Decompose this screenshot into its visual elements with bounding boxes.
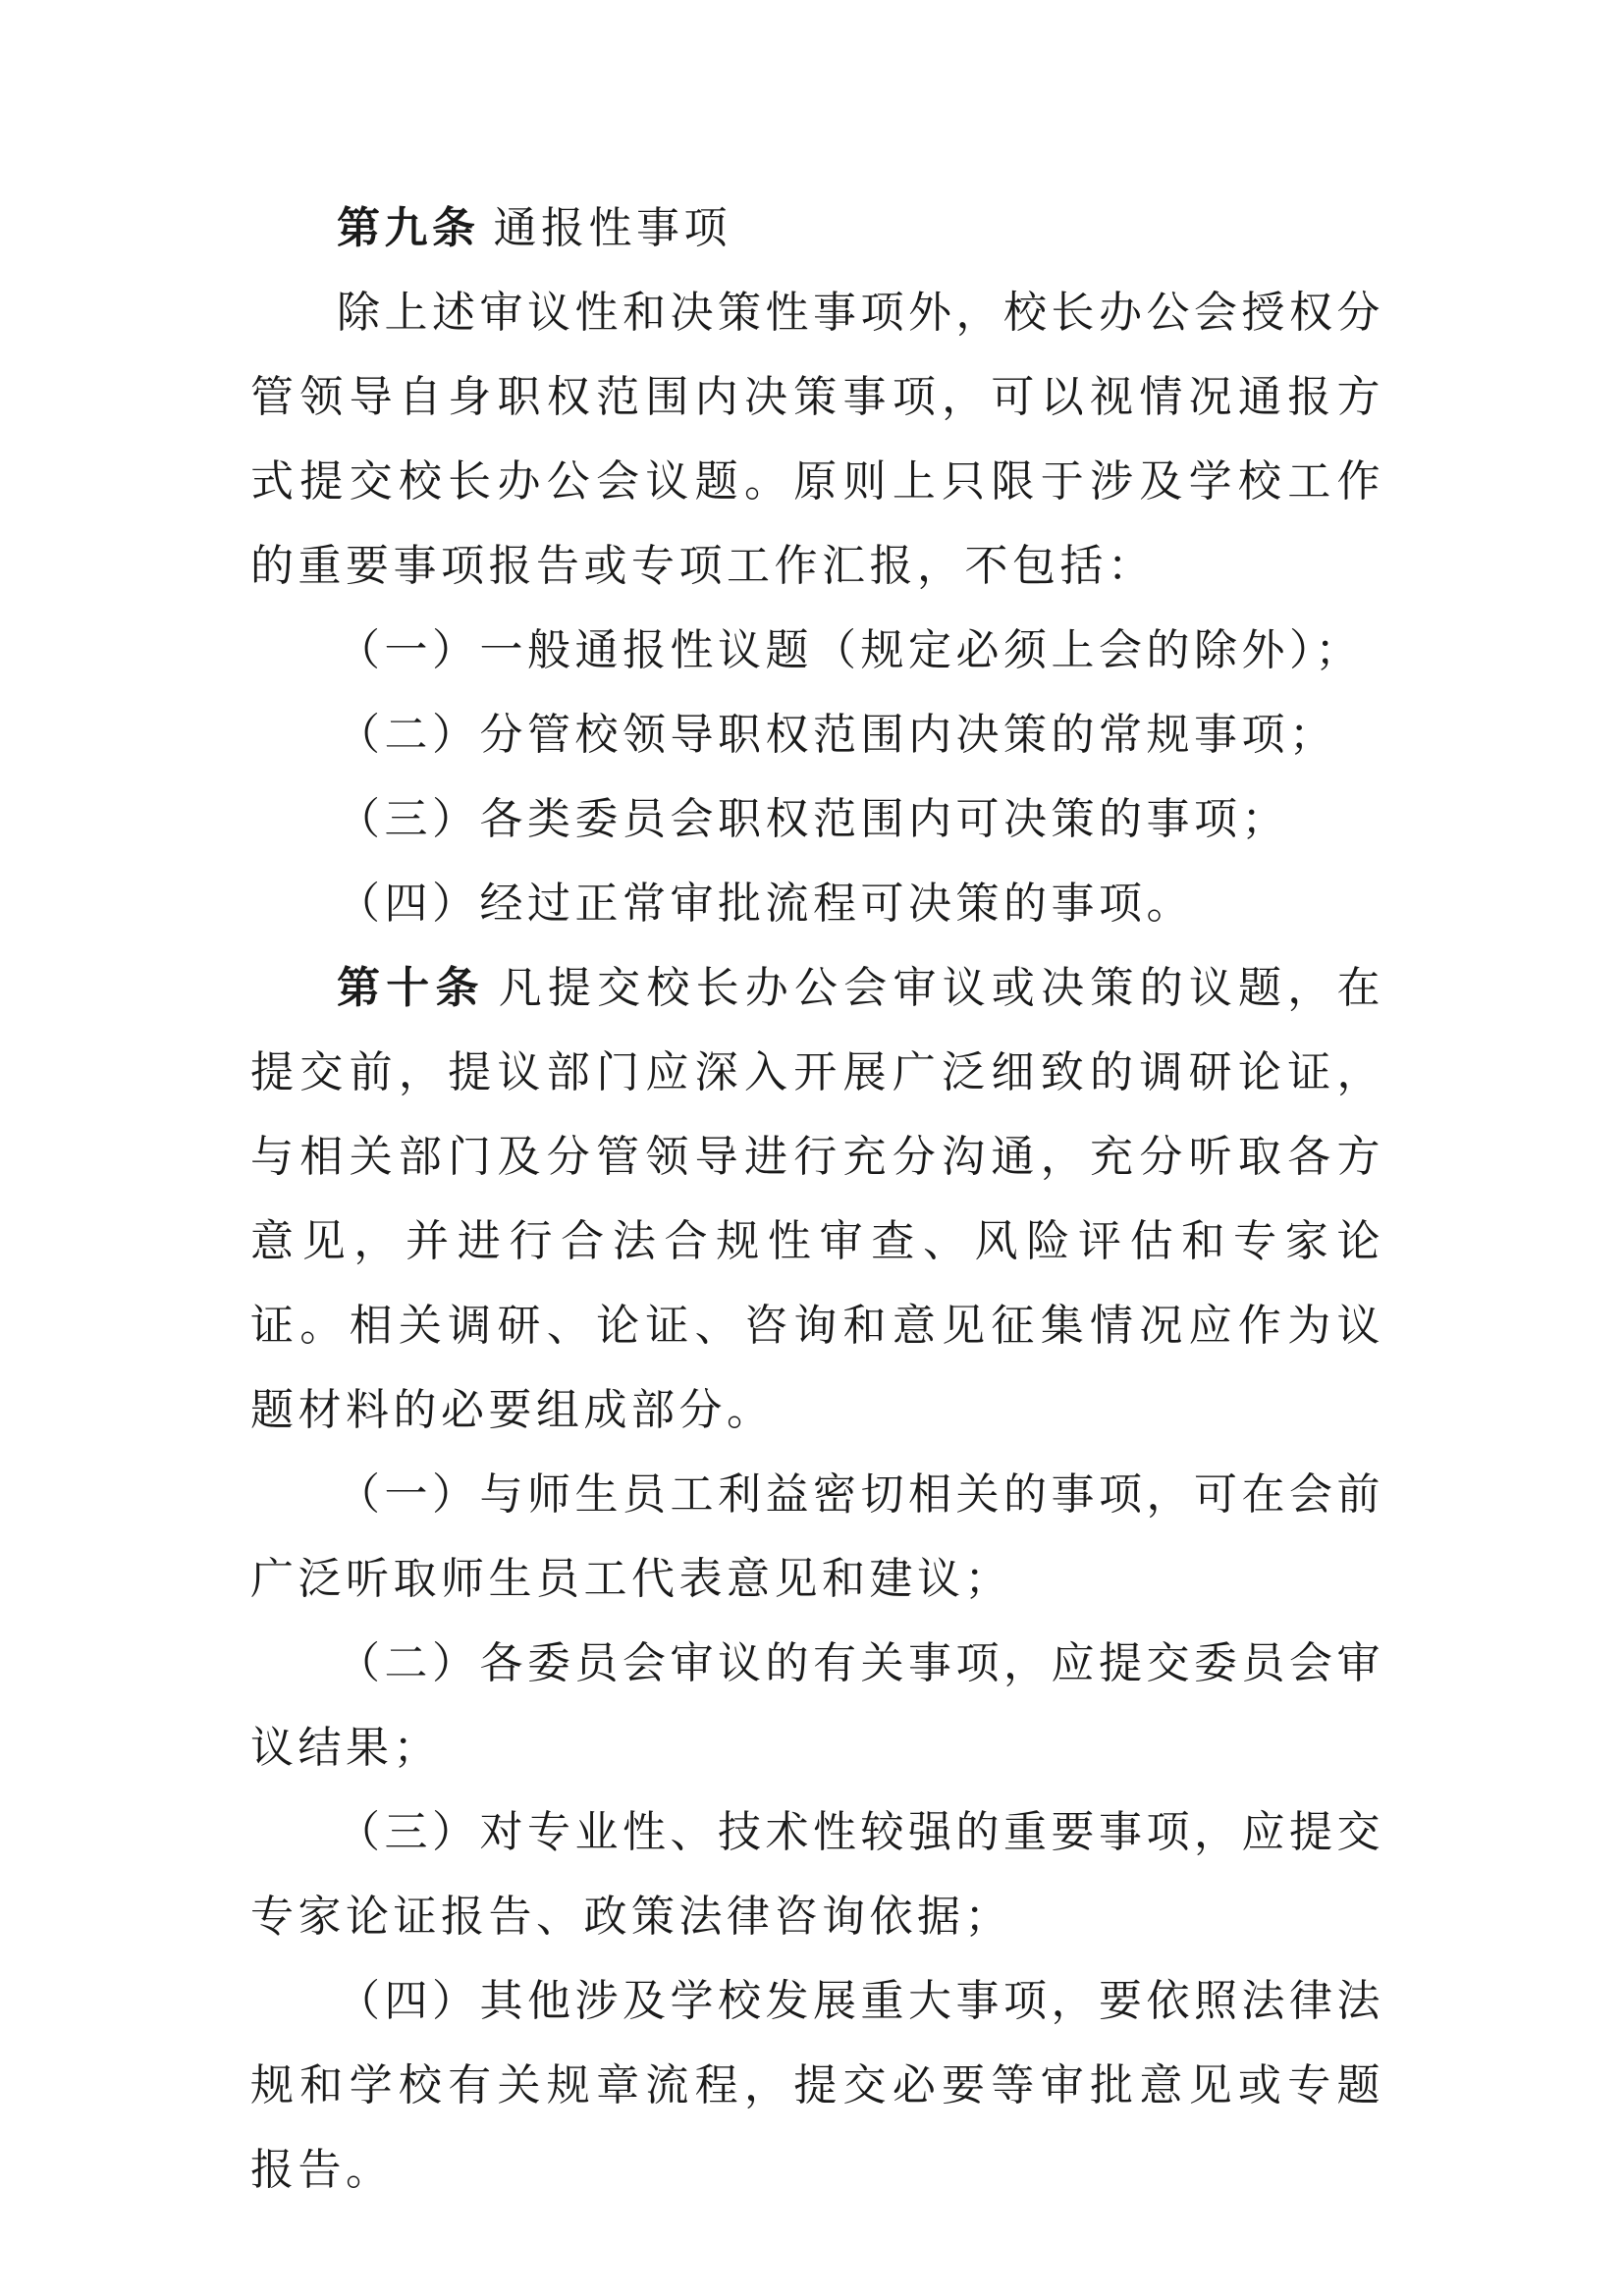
article-10-item-2: （二）各委员会审议的有关事项，应提交委员会审议结果； xyxy=(250,1638,1384,1773)
article-9-item-2: （二）分管校领导职权范围内决策的常规事项； xyxy=(337,710,1337,760)
article-9-label: 第九条 xyxy=(337,203,480,253)
article-10-item-1: （一）与师生员工利益密切相关的事项，可在会前广泛听取师生员工代表意见和建议； xyxy=(250,1469,1384,1604)
article-10-item-3: （三）对专业性、技术性较强的重要事项，应提交专家论证报告、政策法律咨询依据； xyxy=(250,1807,1384,1942)
article-9-item-4: （四）经过正常审批流程可决策的事项。 xyxy=(337,879,1194,929)
article-9-title: 通报性事项 xyxy=(493,203,731,253)
article-10-text: 凡提交校长办公会审议或决策的议题，在提交前，提议部门应深入开展广泛细致的调研论证，与相关部门及分管领导进行充分沟通，充分听取各方意见，并进行合法合规性审查、风险评估和专家论证。相关调研、论证、咨询和意见征集情况应作为议题材料的必要组成部分。 xyxy=(250,963,1385,1435)
article-10-item-4: （四）其他涉及学校发展重大事项，要依照法律法规和学校有关规章流程，提交必要等审批意见或专题报告。 xyxy=(250,1976,1384,2195)
document-body xyxy=(250,187,1384,2213)
article-9-item-1: （一）一般通报性议题（规定必须上会的除外）； xyxy=(337,625,1363,675)
article-10-paragraph xyxy=(250,946,1384,1453)
article-9-item-3: （三）各类委员会职权范围内可决策的事项； xyxy=(337,794,1289,844)
article-9-intro: 除上述审议性和决策性事项外，校长办公会授权分管领导自身职权范围内决策事项，可以视情况通报方式提交校长办公会议题。原则上只限于涉及学校工作的重要事项报告或专项工作汇报，不包括： xyxy=(250,288,1384,591)
article-10-label: 第十条 xyxy=(337,963,485,1013)
article-9-heading xyxy=(250,187,1384,271)
